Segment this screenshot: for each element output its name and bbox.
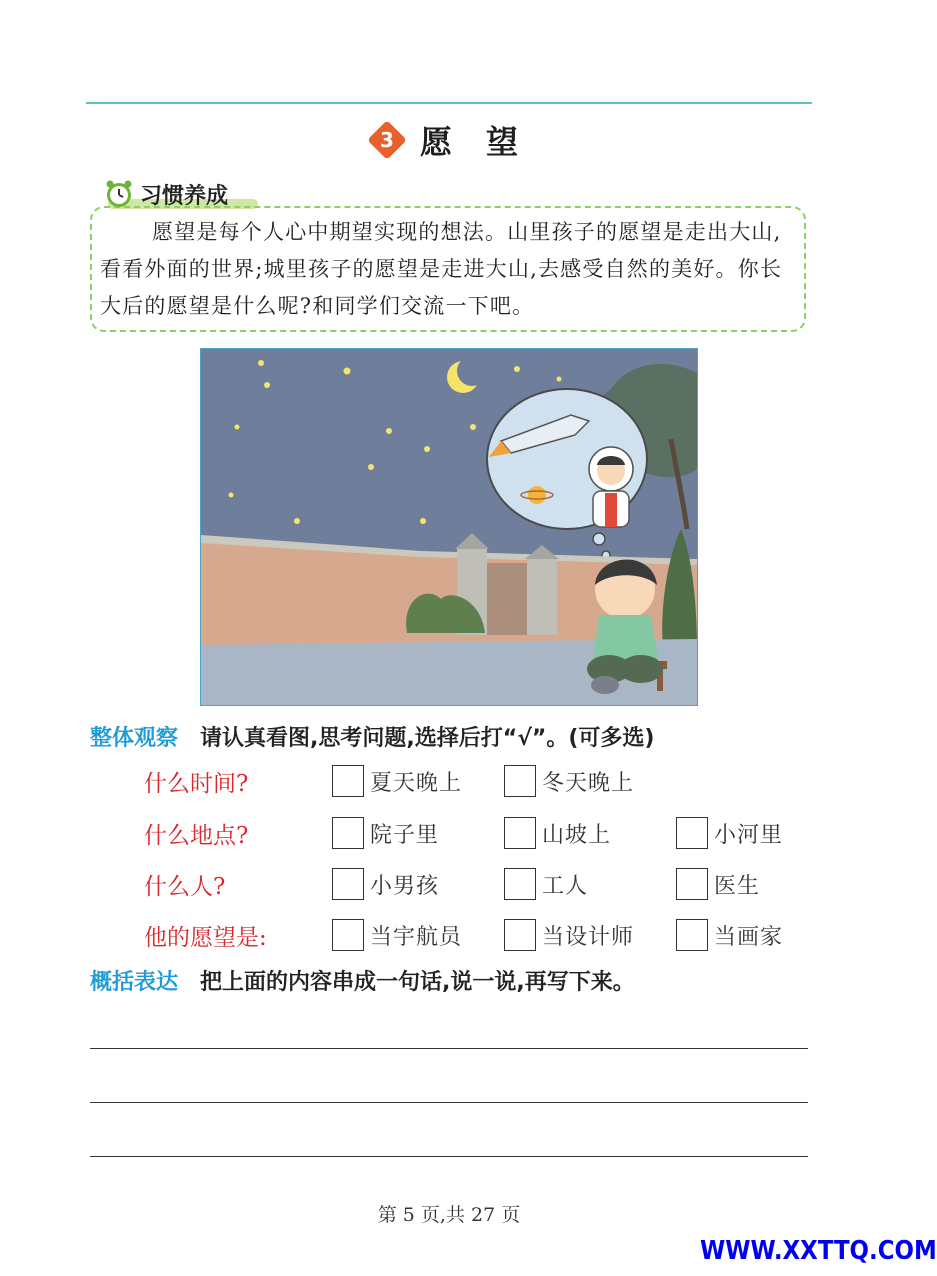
writing-line[interactable]: [90, 1156, 808, 1157]
question-label: 他的愿望是:: [144, 924, 267, 951]
option-label: 院子里: [370, 822, 440, 848]
lesson-name: 愿望: [420, 123, 553, 161]
option[interactable]: [504, 765, 676, 797]
checkbox[interactable]: [332, 765, 364, 797]
checkbox[interactable]: [676, 919, 708, 951]
checkbox[interactable]: [676, 868, 708, 900]
habit-text: 愿望是每个人心中期望实现的想法。山里孩子的愿望是走出大山,看看外面的世界;城里孩子的愿望是走进大山,去感受自然的美好。你长大后的愿望是什么呢?和同学们交流一下吧。: [100, 220, 783, 318]
option[interactable]: [504, 817, 676, 849]
option[interactable]: [332, 868, 504, 900]
question-row: [144, 813, 848, 853]
writing-line[interactable]: [90, 1048, 808, 1049]
option-label: 小男孩: [370, 873, 440, 899]
top-rule: [86, 102, 812, 104]
option[interactable]: [332, 817, 504, 849]
question-label: 什么人?: [144, 873, 226, 900]
option[interactable]: [504, 919, 676, 951]
lesson-title: [368, 118, 552, 162]
lesson-number-badge: [368, 121, 406, 159]
checkbox[interactable]: [332, 919, 364, 951]
option[interactable]: [676, 868, 848, 900]
observe-tag: 整体观察: [90, 725, 179, 751]
option-label: 山坡上: [542, 822, 612, 848]
checkbox[interactable]: [676, 817, 708, 849]
checkbox[interactable]: [504, 868, 536, 900]
option-label: 当设计师: [542, 924, 635, 950]
observe-instruction: 请认真看图,思考问题,选择后打“√”。(可多选): [200, 725, 655, 751]
option[interactable]: [332, 765, 504, 797]
option[interactable]: [676, 919, 848, 951]
option[interactable]: [332, 919, 504, 951]
checkbox[interactable]: [504, 817, 536, 849]
question-label: 什么时间?: [144, 770, 249, 797]
option-label: 小河里: [714, 822, 784, 848]
alarm-clock-icon: [104, 179, 134, 209]
checkbox[interactable]: [332, 817, 364, 849]
option[interactable]: [504, 868, 676, 900]
page-number: 第 5 页,共 27 页: [377, 1204, 521, 1226]
option-label: 当画家: [714, 924, 784, 950]
observe-section: [90, 716, 654, 756]
question-row: [144, 761, 676, 801]
summary-instruction: 把上面的内容串成一句话,说一说,再写下来。: [200, 969, 635, 995]
option-label: 夏天晚上: [370, 770, 463, 796]
question-row: [144, 864, 848, 904]
option-label: 工人: [542, 873, 589, 899]
question-label: 什么地点?: [144, 822, 249, 849]
summary-section: [90, 960, 635, 1000]
question-row: [144, 915, 848, 955]
writing-line[interactable]: [90, 1102, 808, 1103]
habit-label: 习惯养成: [140, 183, 229, 209]
option[interactable]: [676, 817, 848, 849]
option-label: 当宇航员: [370, 924, 463, 950]
checkbox[interactable]: [504, 919, 536, 951]
checkbox[interactable]: [504, 765, 536, 797]
watermark: WWW.XXTTQ.COM: [700, 1236, 937, 1266]
option-label: 医生: [714, 873, 761, 899]
summary-tag: 概括表达: [90, 969, 179, 995]
scene-illustration: [200, 348, 698, 706]
habit-header: [104, 177, 228, 211]
lesson-number: 3: [380, 128, 394, 152]
checkbox[interactable]: [332, 868, 364, 900]
option-label: 冬天晚上: [542, 770, 635, 796]
